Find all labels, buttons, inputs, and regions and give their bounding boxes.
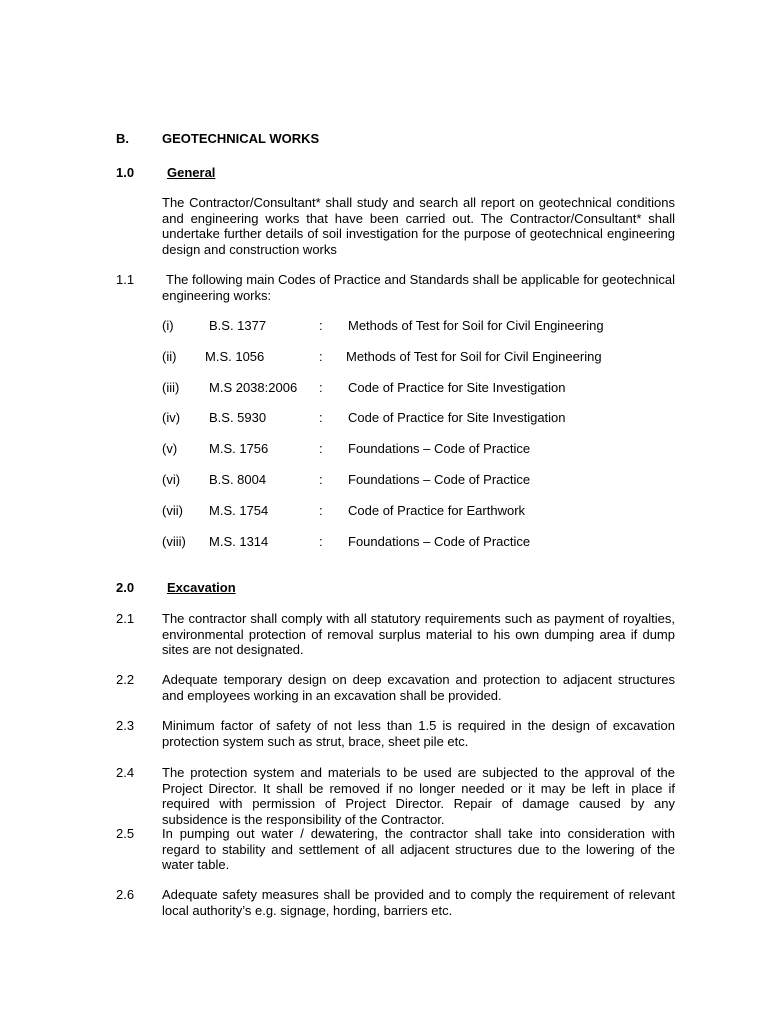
item-number: 2.3 <box>116 718 135 733</box>
code-title: Foundations – Code of Practice <box>348 441 531 456</box>
section-title: GEOTECHNICAL WORKS <box>162 131 320 146</box>
code-roman: (vi) <box>162 472 181 487</box>
code-id: B.S. 5930 <box>209 410 267 425</box>
code-roman: (viii) <box>162 534 186 549</box>
code-id: M.S. 1314 <box>209 534 269 549</box>
code-colon: : <box>319 380 323 395</box>
item-number: 2.6 <box>116 887 135 902</box>
code-roman: (i) <box>162 318 174 333</box>
code-id: M.S. 1756 <box>209 441 269 456</box>
heading-number-1-0: 1.0 <box>116 165 135 180</box>
code-title: Code of Practice for Earthwork <box>348 503 526 518</box>
code-roman: (iii) <box>162 380 180 395</box>
code-id: M.S. 1754 <box>209 503 269 518</box>
code-roman: (vii) <box>162 503 183 518</box>
item-text: The protection system and materials to be used are subjected to the approval of the Project Director. It shall be removed if no longer needed or it may be left in place if required with permission of Project Director. Repair of damage caused by any subsidence is the responsibility of the Contractor. <box>162 765 675 827</box>
item-text: Adequate safety measures shall be provided and to comply the requirement of relevant local authority’s e.g. signage, hording, barriers etc. <box>162 887 675 918</box>
code-id: B.S. 1377 <box>209 318 267 333</box>
code-title: Methods of Test for Soil for Civil Engineering <box>346 349 602 364</box>
general-paragraph: The Contractor/Consultant* shall study and search all report on geotechnical conditions and engineering works that have been carried out. The Contractor/Consultant* shall undertake further details of soil investigation for the purpose of geotechnical engineering design and construction works <box>162 195 675 257</box>
code-roman: (iv) <box>162 410 181 425</box>
code-title: Foundations – Code of Practice <box>348 534 531 549</box>
item-number: 2.1 <box>116 611 135 626</box>
code-colon: : <box>319 410 323 425</box>
code-colon: : <box>319 472 323 487</box>
item-text: Minimum factor of safety of not less than 1.5 is required in the design of excavation protection system such as strut, brace, sheet pile etc. <box>162 718 675 749</box>
code-colon: : <box>319 503 323 518</box>
code-title: Methods of Test for Soil for Civil Engineering <box>348 318 604 333</box>
heading-general: General <box>167 165 216 180</box>
code-id: B.S. 8004 <box>209 472 267 487</box>
item-text: Adequate temporary design on deep excavation and protection to adjacent structures and employees working in an excavation shall be provided. <box>162 672 675 703</box>
code-colon: : <box>319 441 323 456</box>
item-number: 2.5 <box>116 826 135 841</box>
code-title: Foundations – Code of Practice <box>348 472 531 487</box>
code-colon: : <box>319 318 323 333</box>
code-roman: (ii) <box>162 349 177 364</box>
item-text-1-1 <box>162 272 675 303</box>
code-title: Code of Practice for Site Investigation <box>348 380 566 395</box>
section-number: B. <box>116 131 129 146</box>
item-number: 2.4 <box>116 765 135 780</box>
code-colon: : <box>319 534 323 549</box>
code-title: Code of Practice for Site Investigation <box>348 410 566 425</box>
item-number-1-1: 1.1 <box>116 272 135 287</box>
item-text-1-1-content: The following main Codes of Practice and Standards shall be applicable for geotechnical engineering works: <box>162 272 675 303</box>
item-text: In pumping out water / dewatering, the contractor shall take into consideration with regard to stability and settlement of all adjacent structures due to the lowering of the water table. <box>162 826 675 872</box>
item-text: The contractor shall comply with all statutory requirements such as payment of royalties, environmental protection of removal surplus material to his own dumping area if dump sites are not designated. <box>162 611 675 657</box>
code-id: M.S. 1056 <box>205 349 265 364</box>
code-colon: : <box>319 349 323 364</box>
item-number: 2.2 <box>116 672 135 687</box>
heading-number-2-0: 2.0 <box>116 580 135 595</box>
code-id: M.S 2038:2006 <box>209 380 298 395</box>
code-roman: (v) <box>162 441 178 456</box>
heading-excavation: Excavation <box>167 580 236 595</box>
